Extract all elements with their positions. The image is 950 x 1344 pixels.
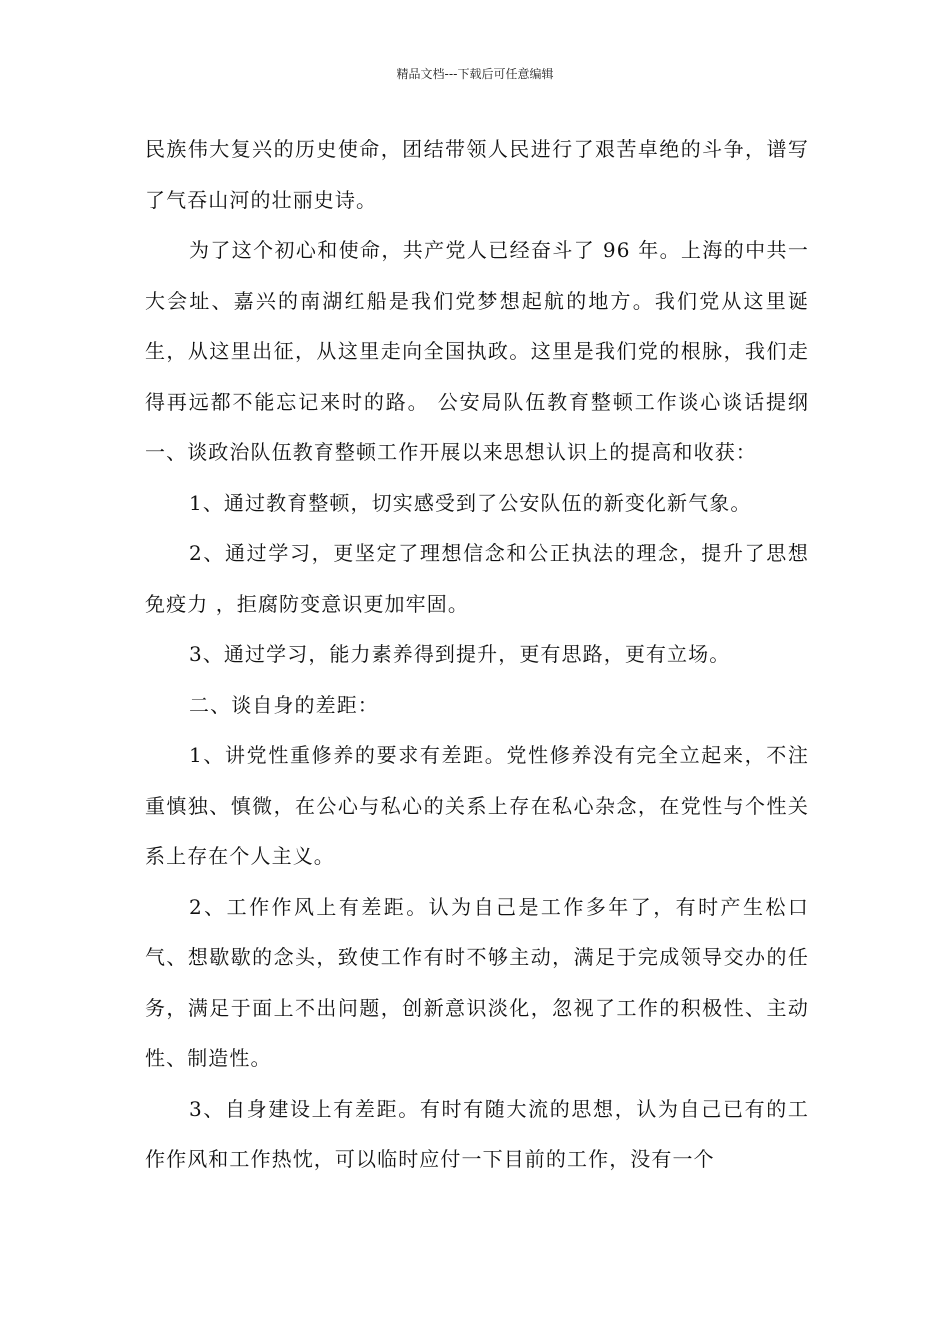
document-body — [145, 124, 809, 1185]
paragraph-3: 1、通过教育整顿，切实感受到了公安队伍的新变化新气象。 — [189, 490, 752, 515]
paragraph-9: 3、自身建设上有差距。有时有随大流的思想，认为自己已有的工作作风和工作热忱，可以临时应付一下目前的工作，没有一个 — [145, 1096, 809, 1171]
paragraph-6: 二、谈自身的差距： — [189, 692, 379, 717]
page-header: 精品文档---下载后可任意编辑 — [396, 67, 554, 81]
paragraph-8: 2、工作作风上有差距。认为自己是工作多年了，有时产生松口气、想歇歇的念头，致使工作有时不够主动，满足于完成领导交办的任务，满足于面上不出问题，创新意识淡化，忽视了工作的积极性、主动性、制造性。 — [145, 894, 809, 1070]
paragraph-5: 3、通过学习，能力素养得到提升，更有思路，更有立场。 — [189, 642, 731, 666]
paragraph-1: 民族伟大复兴的历史使命，团结带领人民进行了艰苦卓绝的斗争，谱写了气吞山河的壮丽史诗。 — [145, 137, 809, 212]
paragraph-7: 1、讲党性重修养的要求有差距。党性修养没有完全立起来，不注重慎独、慎微，在公心与私心的关系上存在私心杂念，在党性与个性关系上存在个人主义。 — [145, 743, 809, 868]
paragraph-2: 为了这个初心和使命，共产党人已经奋斗了 96 年。上海的中共一大会址、嘉兴的南湖红船是我们党梦想起航的地方。我们党从这里诞生，从这里出征，从这里走向全国执政。这里是我们党的根脉，我们走得再远都不能忘记来时的路。 公安局队伍教育整顿工作谈心谈话提纲 一、谈政治队伍教育整顿工作开展以来思想认识上的提高和收获： — [145, 238, 809, 464]
paragraph-4: 2、通过学习，更坚定了理想信念和公正执法的理念，提升了思想 免疫力 ，拒腐防变意识更加牢固。 — [145, 541, 809, 616]
